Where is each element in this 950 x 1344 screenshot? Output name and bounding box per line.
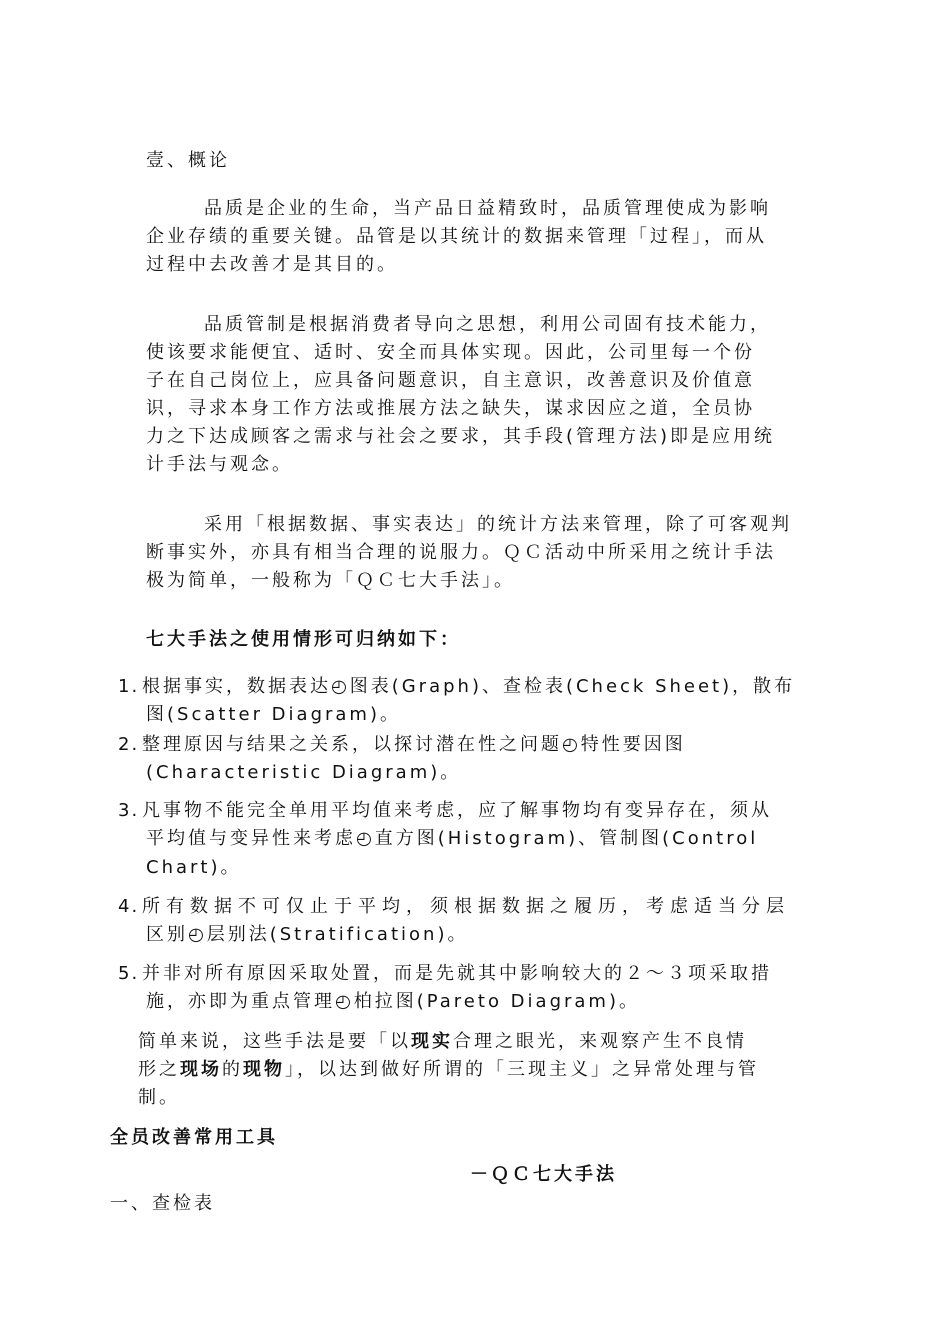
closing-text: 形之 xyxy=(138,1059,180,1080)
closing-text: 」，以达到做好所谓的「三现主义」之异常处理与管 xyxy=(285,1059,759,1080)
list-line: 凡事物不能完全单用平均值来考虑，应了解事物均有变异存在，须从 xyxy=(142,800,772,821)
subsection-check-sheet: 一、查检表 xyxy=(110,1193,215,1214)
paragraph-line: 使该要求能便宜、适时、安全而具体实现。因此，公司里每一个份 xyxy=(146,342,755,363)
list-number: 5. xyxy=(118,963,140,984)
paragraph-line: 识，寻求本身工作方法或推展方法之缺失，谋求因应之道，全员协 xyxy=(146,398,755,419)
paragraph-line: 计手法与观念。 xyxy=(146,454,293,475)
paragraph-line: 企业存绩的重要关键。品管是以其统计的数据来管理「过程」，而从 xyxy=(146,226,767,247)
list-number: 2. xyxy=(118,734,140,755)
emphasis-site: 现场 xyxy=(180,1059,222,1080)
emphasis-object: 现物 xyxy=(243,1059,285,1080)
list-line: 所有数据不可仅止于平均，须根据数据之履历，考虑适当分层 xyxy=(142,896,790,917)
paragraph-line: 品质是企业的生命，当产品日益精致时，品质管理使成为影响 xyxy=(204,198,771,219)
list-number: 3. xyxy=(118,800,140,821)
list-line: 施，亦即为重点管理◴柏拉图(Pareto Diagram)。 xyxy=(146,991,640,1012)
paragraph-line: 子在自己岗位上，应具备问题意识，自主意识，改善意识及价值意 xyxy=(146,370,755,391)
emphasis-reality: 现实 xyxy=(411,1031,453,1052)
list-line: 整理原因与结果之关系，以探讨潜在性之问题◴特性要因图 xyxy=(142,734,686,755)
list-line: (Characteristic Diagram)。 xyxy=(146,762,462,783)
paragraph-line: 断事实外，亦具有相当合理的说服力。ＱＣ活动中所采用之统计手法 xyxy=(146,542,776,563)
closing-line xyxy=(138,1056,759,1084)
tools-heading: 全员改善常用工具 xyxy=(110,1127,278,1148)
paragraph-line: 品质管制是根据消费者导向之思想，利用公司固有技术能力， xyxy=(204,314,771,335)
list-line: 根据事实，数据表达◴图表(Graph)、查检表(Check Sheet)，散布 xyxy=(142,676,796,697)
list-number: 4. xyxy=(118,896,140,917)
closing-text: 合理之眼光，来观察产生不良情 xyxy=(453,1031,747,1052)
paragraph-line: 采用「根据数据、事实表达」的统计方法来管理，除了可客观判 xyxy=(204,514,792,535)
list-number: 1. xyxy=(118,676,140,697)
closing-line: 制。 xyxy=(138,1087,180,1108)
paragraph-line: 极为简单，一般称为「ＱＣ七大手法」。 xyxy=(146,570,515,591)
list-line: 平均值与变异性来考虑◴直方图(Histogram)、管制图(Control xyxy=(146,828,759,849)
tools-subtitle: －ＱＣ七大手法 xyxy=(470,1164,617,1185)
list-line: Chart)。 xyxy=(146,857,242,878)
section-heading-overview: 壹、概论 xyxy=(146,150,230,171)
closing-text: 的 xyxy=(222,1059,243,1080)
paragraph-line: 力之下达成顾客之需求与社会之要求，其手段(管理方法)即是应用统 xyxy=(146,426,776,447)
list-line: 区别◴层别法(Stratification)。 xyxy=(146,924,469,945)
paragraph-line: 过程中去改善才是其目的。 xyxy=(146,254,398,275)
closing-text: 简单来说，这些手法是要「以 xyxy=(138,1031,411,1052)
list-line: 并非对所有原因采取处置，而是先就其中影响较大的２～３项采取措 xyxy=(142,963,772,984)
list-line: 图(Scatter Diagram)。 xyxy=(146,704,401,725)
summary-heading: 七大手法之使用情形可归纳如下： xyxy=(146,629,461,650)
closing-line xyxy=(138,1028,747,1056)
